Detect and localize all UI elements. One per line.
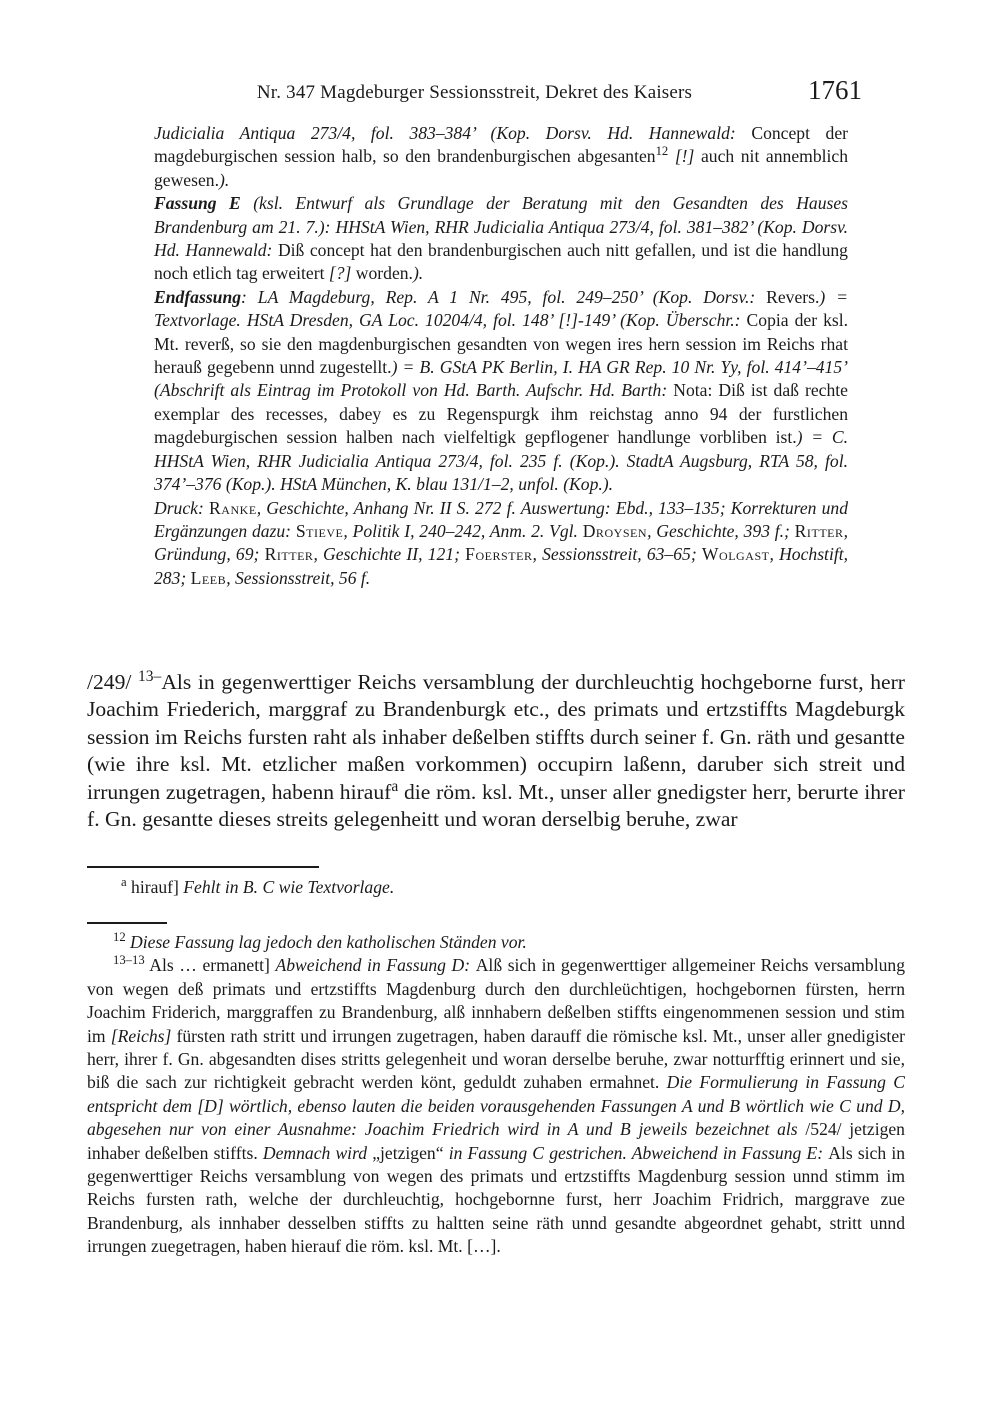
- critical-apparatus: [87, 876, 905, 899]
- footnote-12: $^{12}$ Diese Fassung lag jedoch den katholischen Ständen vor.: [113, 930, 527, 952]
- page-number: 1761: [808, 75, 862, 105]
- critical-note-a: $^a$ hirauf] Fehlt in B. C wie Textvorlage.: [121, 875, 395, 897]
- page-header: [87, 75, 862, 112]
- main-text-paragraph: /249/ $^{13-}$Als in gegenwerttiger Reichs versamblung der durchleuchtig hochgeborne furst, herr Joachim Friederich, marggraf zu Brandenburgk etc., des primats und ertzstiffts Magdeburgk session im Reichs fursten raht als inhaber deßelben stiffts durch seiner f. Gn. räth und gesantte (wie ihre ksl. Mt. etzlicher maßen vorkommen) occupirn laßenn, daruber sich streit und irrungen zugetragen, habenn hirauf$^a$ die röm. ksl. Mt., unser aller gnedigster herr, berurte ihrer f. Gn. gesantte dieses streits gelegenheitt und woran derselbig beruhe, zwar: [87, 667, 905, 832]
- critical-apparatus-rule: [87, 866, 319, 868]
- apparatus-source-description: Judicialia Antiqua 273/4, fol. 383–384’ (Kop. Dorsv. Hd. Hannewald: Concept der magdeburgischen session halb, so den brandenburgischen abgesanten$^{12}$ [!] auch nit annemblich gewesen.).: [154, 123, 848, 190]
- source-apparatus: [154, 122, 848, 590]
- footnote-rule: [87, 922, 167, 924]
- footnote-13: $^{13-13}$ Als … ermanett] Abweichend in Fassung D: Alß sich in gegenwerttiger allgemeiner Reichs versamblung von wegen deß primats und ertzstiffts Magdenburg durch den durchleüchtigen, hochgebornen fürsten, herrn Joachim Friderich, marggraffen zu Brandenburg, alß innhabern deßelben stiffts eingenommenen session und stim im [Reichs] fürsten rath stritt und irrungen zugetragen, haben darauff die römische ksl. Mt., unser aller gnedigister herr, ihrer f. Gn. abgesandten dises stritts gelegenheit und woran derselbe beruhe, zwar notturfftig erinnert und sie, biß die sach zur richtigkeit gebracht werden könt, geduldt zuhaben ermahnet. Die Formulierung in Fassung C entspricht dem [D] wörtlich, ebenso lauten die beiden vorausgehenden Fassungen A und B wörtlich wie C und D, abgesehen nur von einer Ausnahme: Joachim Friedrich wird in A und B jeweils bezeichnet als /524/ jetzigen inhaber deßelben stiffts. Demnach wird „jetzigen“ in Fassung C gestrichen. Abweichend in Fassung E: Als sich in gegenwerttiger Reichs versamblung von wegen des primats und ertzstiffts Magdenburg session unnd stimm im Reichs fursten rath, welche der durchleuchtig, hochgebornne furst, herr Joachim Fridrich, marggrave zue Brandenburg, als innhaber desselben stiffts zu haltten seine räth unnd gesandte abgeordnet gehabt, stritt unnd irrungen zuegetragen, haben hierauf die röm. ksl. Mt. […].: [87, 953, 906, 1257]
- apparatus-endfassung: Endfassung: LA Magdeburg, Rep. A 1 Nr. 495, fol. 249–250’ (Kop. Dorsv.: Revers.) = Textvorlage. HStA Dresden, GA Loc. 10204/4, fol. 148’ [!]-149’ (Kop. Überschr.: Copia der ksl. Mt. reverß, so sie den magdenburgischen gesandten von wegen ires hern session im Reichs rhat herauß gegebenn unnd zugestellt.) = B. GStA PK Berlin, I. HA GR Rep. 10 Nr. Yy, fol. 414’–415’ (Abschrift als Eintrag im Protokoll von Hd. Barth. Aufschr. Hd. Barth: Nota: Diß ist daß rechte exemplar des recesses, dabey es zu Regenspurgk ihm reichstag anno 94 der furstlichen magdeburgischen session halben nach vielfeltigk gepflogener handlunge vorbliben ist.) = C. HHStA Wien, RHR Judicialia Antiqua 273/4, fol. 235 f. (Kop.). StadtA Augsburg, RTA 58, fol. 374’–376 (Kop.). HStA München, K. blau 131/1–2, unfol. (Kop.).: [154, 286, 849, 495]
- apparatus-druck-bibliography: Druck: Ranke, Geschichte, Anhang Nr. II S. 272 f. Auswertung: Ebd., 133–135; Korrekturen und Ergänzungen dazu: Stieve, Politik I, 240–242, Anm. 2. Vgl. Droysen, Geschichte, 393 f.; Ritter, Gründung, 69; Ritter, Geschichte II, 121; Foerster, Sessionsstreit, 63–65; Wolgast, Hochstift, 283; Leeb, Sessionsstreit, 56 f.: [154, 497, 849, 588]
- main-text: [87, 669, 905, 833]
- footnotes: [87, 931, 905, 1259]
- apparatus-fassung-e: Fassung E (ksl. Entwurf als Grundlage der Beratung mit den Gesandten des Hauses Brandenburg am 21. 7.): HHStA Wien, RHR Judicialia Antiqua 273/4, fol. 381–382’ (Kop. Dorsv. Hd. Hannewald: Diß concept hat den brandenburgischen auch nitt gefallen, und ist die handlung noch etlich tag erweitert [?] worden.).: [154, 193, 849, 284]
- running-title: Nr. 347 Magdeburger Sessionsstreit, Dekret des Kaisers: [256, 82, 693, 103]
